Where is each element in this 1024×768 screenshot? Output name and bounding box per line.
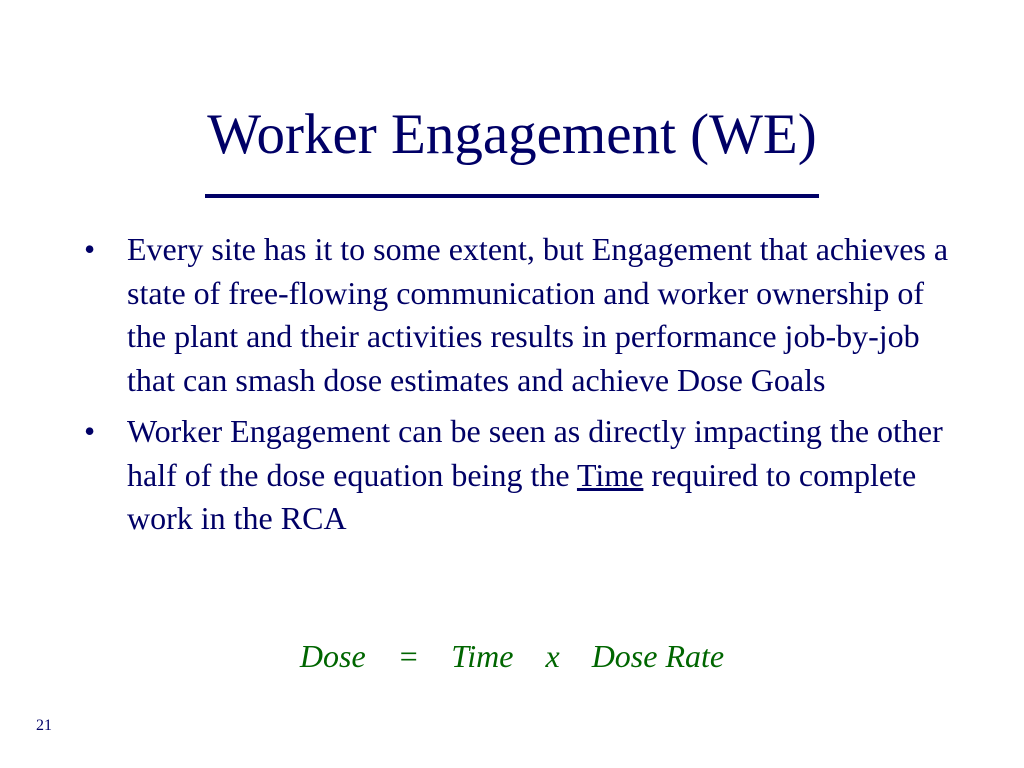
equation-equals: = (397, 638, 420, 674)
bullet-text-end: required to complete work in the RCA (127, 456, 917, 536)
equation-term-time: Time (451, 638, 514, 674)
bullet-text-start: Worker Engagement can be seen as directly impacting the other half of the dose equation being the (127, 413, 943, 493)
bullet-symbol: • (84, 231, 96, 267)
equation-operator: x (545, 638, 560, 674)
bullet-text: Every site has it to some extent, but Engagement that achieves a state of free-flowing communication and worker ownership of the plant and their activities results in performance job-by-job that can smash dose estimates and achieve Dose Goals (127, 231, 949, 398)
title-underline-rule (205, 194, 819, 198)
slide-number: 21 (36, 717, 52, 734)
dose-equation (0, 634, 1024, 678)
equation-term-dose-rate: Dose Rate (591, 638, 725, 674)
bullet-item-engagement-benefits (84, 228, 964, 402)
bullet-item-dose-equation (84, 410, 964, 541)
slide-title: Worker Engagement (WE) (207, 103, 817, 166)
bullet-list (84, 228, 964, 541)
bullet-text-underlined-time: Time (576, 456, 644, 493)
equation-lhs: Dose (299, 638, 366, 674)
bullet-symbol: • (84, 413, 96, 449)
